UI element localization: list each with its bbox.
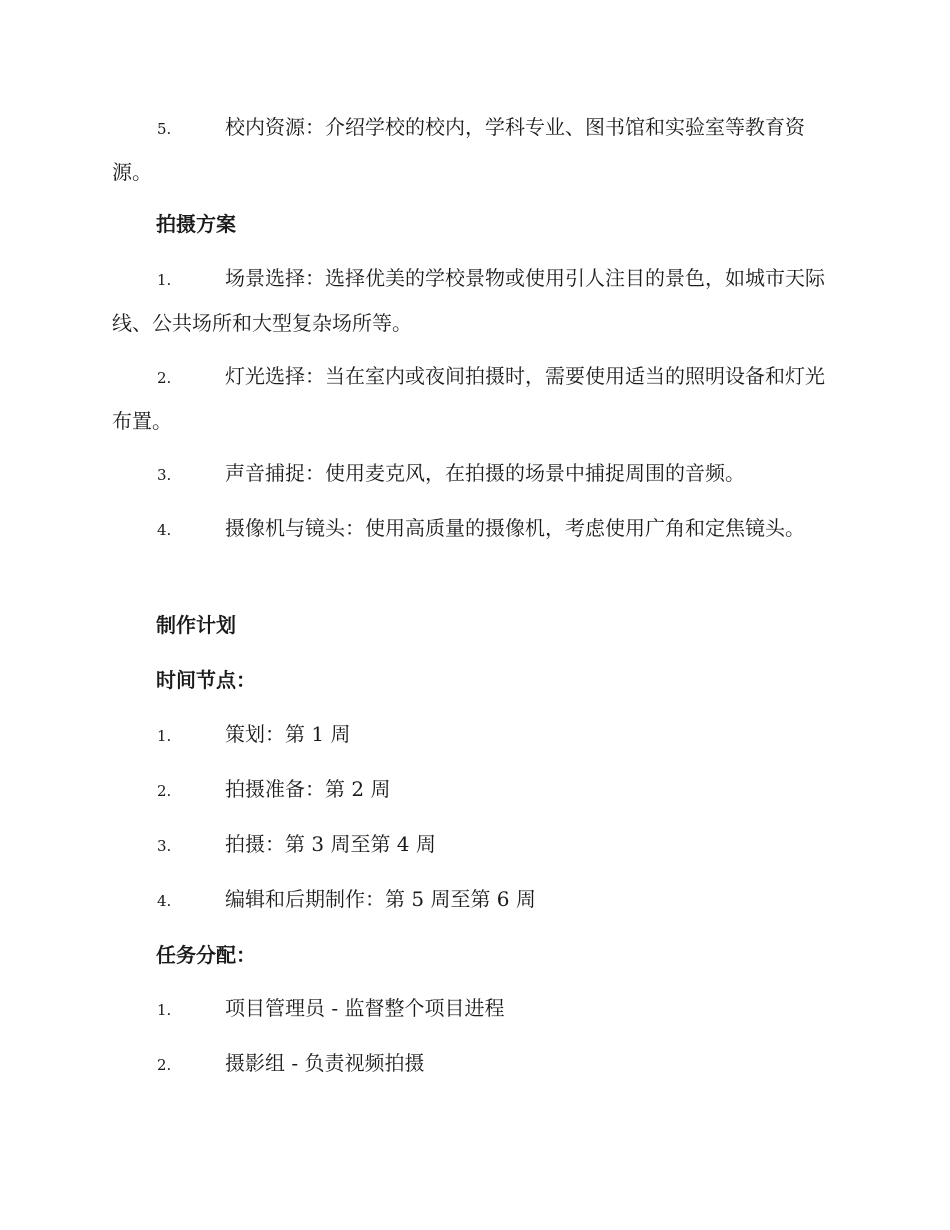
list-number: 1. xyxy=(157,1001,172,1019)
list-item-timeline-editing xyxy=(112,878,836,923)
list-number: 2. xyxy=(157,369,172,387)
list-item-text: 拍摄准备：第 2 周 xyxy=(225,777,391,801)
list-item-text: 灯光选择：当在室内或夜间拍摄时，需要使用适当的照明设备和灯光布置。 xyxy=(112,364,825,433)
list-number: 4. xyxy=(157,892,172,910)
list-item-text: 校内资源：介绍学校的校内，学科专业、图书馆和实验室等教育资源。 xyxy=(112,115,805,184)
list-number: 4. xyxy=(157,521,172,539)
list-item-text: 项目管理员 - 监督整个项目进程 xyxy=(225,996,505,1020)
list-number: 5. xyxy=(157,120,172,138)
list-item-text: 策划：第 1 周 xyxy=(225,722,351,746)
list-number: 1. xyxy=(157,727,172,745)
list-item-timeline-prep xyxy=(112,768,836,813)
list-item-text: 摄影组 - 负责视频拍摄 xyxy=(225,1051,425,1075)
list-item-sound-capture xyxy=(112,452,836,497)
list-item-task-camera-team xyxy=(112,1042,836,1087)
heading-timeline: 时间节点： xyxy=(156,668,256,692)
heading-shooting-plan: 拍摄方案 xyxy=(156,212,236,236)
list-number: 2. xyxy=(157,1056,172,1074)
list-item-text: 拍摄：第 3 周至第 4 周 xyxy=(225,832,436,856)
list-item-lighting-selection xyxy=(112,355,836,443)
list-item-scene-selection xyxy=(112,257,836,345)
list-item-timeline-planning xyxy=(112,713,836,758)
list-item-text: 编辑和后期制作：第 5 周至第 6 周 xyxy=(225,887,536,911)
list-number: 3. xyxy=(157,837,172,855)
list-item-campus-resources xyxy=(112,106,836,194)
list-item-timeline-shooting xyxy=(112,823,836,868)
heading-task-assignment: 任务分配： xyxy=(156,943,256,967)
list-item-text: 声音捕捉：使用麦克风，在拍摄的场景中捕捉周围的音频。 xyxy=(225,461,745,485)
list-item-text: 场景选择：选择优美的学校景物或使用引人注目的景色，如城市天际线、公共场所和大型复杂场所等。 xyxy=(112,266,825,335)
heading-production-plan: 制作计划 xyxy=(156,613,236,637)
list-item-camera-lens xyxy=(112,507,836,552)
list-item-task-manager xyxy=(112,987,836,1032)
list-item-text: 摄像机与镜头：使用高质量的摄像机，考虑使用广角和定焦镜头。 xyxy=(225,516,805,540)
list-number: 1. xyxy=(157,271,172,289)
list-number: 3. xyxy=(157,466,172,484)
list-number: 2. xyxy=(157,782,172,800)
